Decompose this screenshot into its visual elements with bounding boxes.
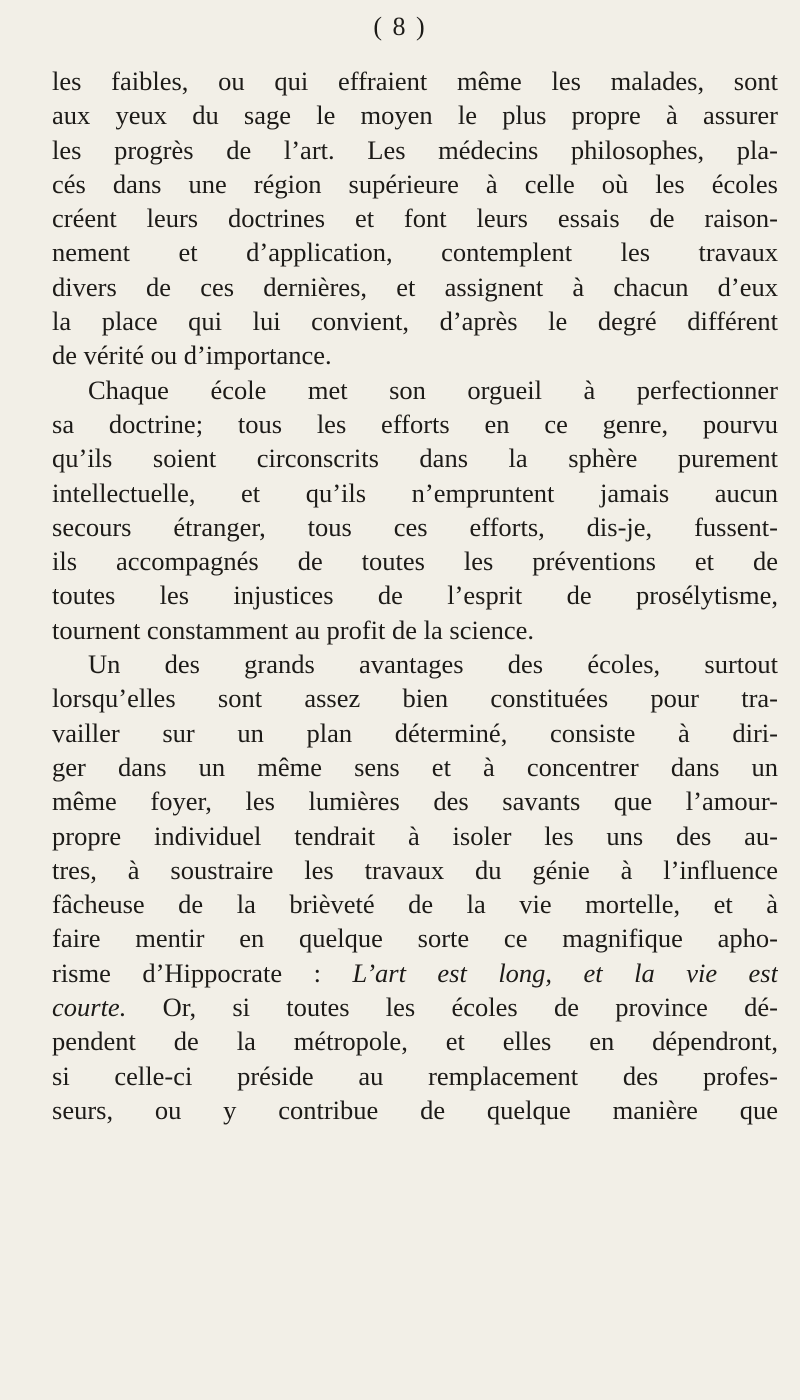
text-line-19: lorsqu’elles sont assez bien constituées pour tra- [52,683,778,714]
page-number: ( 8 ) [373,12,427,41]
text-line-3: les progrès de l’art. Les médecins philosophes, pla- [52,134,778,165]
text-line-9: de vérité ou d’importance. [52,340,332,371]
text-line-16: toutes les injustices de l’esprit de prosélytisme, [52,580,778,611]
text-line-31: seurs, ou y contribue de quelque manière que [52,1094,778,1125]
text-line-28-roman: Or, si toutes les écoles de province dé- [126,992,778,1023]
body-text [52,64,778,1127]
text-line-25: fâcheuse de la brièveté de la vie mortelle, et à [52,889,778,920]
text-line-26 [52,921,778,955]
text-line-1: les faibles, ou qui effraient même les malades, sont [52,66,778,96]
text-line-6: nement et d’application, contemplent les travaux [52,237,778,268]
text-line-12: qu’ils soient circonscrits dans la sphère purement [52,443,778,474]
text-line-7: divers de ces dernières, et assignent à chacun d’eux [52,271,778,302]
aphorism-quote-end: courte. [52,992,127,1023]
text-line-14: secours étranger, tous ces efforts, dis-je, fussent- [52,511,778,542]
text-line-18: Un des grands avantages des écoles, surtout [88,649,778,680]
aphorism-quote-start: L’art est long, et la vie est [352,957,778,988]
text-line-8: la place qui lui convient, d’après le degré différent [52,306,778,337]
text-line-21: ger dans un même sens et à concentrer dans un [52,751,778,782]
text-line-11: sa doctrine; tous les efforts en ce genre, pourvu [52,408,778,439]
text-line-13: intellectuelle, et qu’ils n’empruntent jamais aucun [52,477,778,508]
text-line-17: tournent constamment au profit de la science. [52,614,534,645]
text-line-5: créent leurs doctrines et font leurs essais de raison- [52,203,778,234]
text-line-22: même foyer, les lumières des savants que l’amour- [52,786,778,817]
text-line-4: cés dans une région supérieure à celle où les écoles [52,168,778,199]
text-line-30: si celle-ci préside au remplacement des profes- [52,1060,778,1091]
text-line-23: propre individuel tendrait à isoler les uns des au- [52,820,778,851]
text-line-26-part: faire mentir en quelque sorte ce magnifique apho- [52,923,778,954]
text-line-29: pendent de la métropole, et elles en dépendront, [52,1026,778,1057]
text-line-15: ils accompagnés de toutes les préventions et de [52,546,778,577]
text-line-28 [52,990,778,1024]
text-line-20: vailler sur un plan déterminé, consiste à diri- [52,717,778,748]
text-line-27-roman: risme d’Hippocrate : [52,957,353,988]
text-line-10: Chaque école met son orgueil à perfectionner [88,374,778,405]
text-line-27 [52,956,778,990]
text-line-2: aux yeux du sage le moyen le plus propre à assurer [52,100,778,131]
text-line-24: tres, à soustraire les travaux du génie à l’influence [52,854,778,885]
